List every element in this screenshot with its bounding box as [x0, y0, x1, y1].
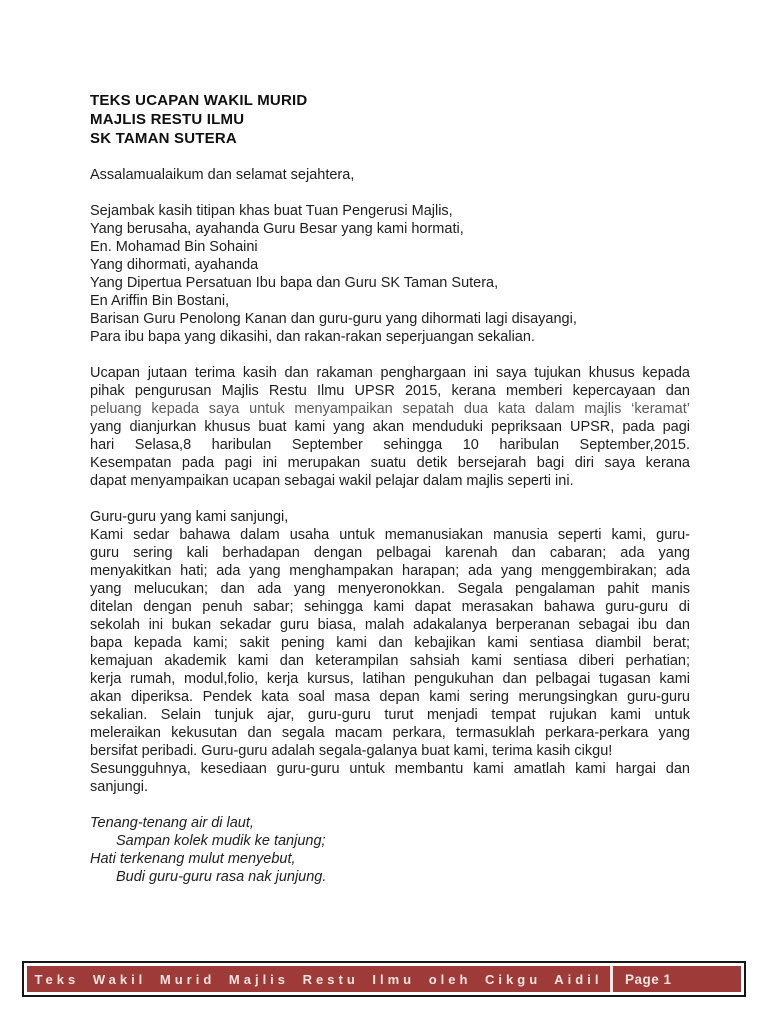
paragraph-acknowledgement — [90, 364, 690, 490]
paragraph-line: ditelan dengan penuh sabar; sehingga kami dapat merasakan bahawa guru-guru di — [90, 599, 690, 615]
paragraph-line: sekalian. Selain tunjuk ajar, guru-guru turut menjadi tempat rujukan kami untuk — [90, 707, 690, 723]
document-title-line: SK TAMAN SUTERA — [90, 130, 237, 147]
paragraph-line: bersifat peribadi. Guru-guru adalah segala-galanya buat kami, terima kasih cikgu! — [90, 743, 613, 759]
paragraph-line: guru sering kali berhadapan dengan pelbagai karenah dan cabaran; ada yang — [90, 545, 690, 561]
salutation-line: Barisan Guru Penolong Kanan dan guru-guru yang dihormati lagi disayangi, — [90, 311, 577, 327]
paragraph-line: Sesungguhnya, kesediaan guru-guru untuk membantu kami amatlah kami hargai dan — [90, 761, 690, 777]
salutation-line: Sejambak kasih titipan khas buat Tuan Pengerusi Majlis, — [90, 203, 453, 219]
paragraph-line: yang melucukan; dan ada yang menyeronokkan. Segala pengalaman pahit manis — [90, 581, 690, 597]
paragraph-line: Kami sedar bahawa dalam usaha untuk memanusiakan manusia seperti kami, guru- — [90, 527, 690, 543]
paragraph-line: kerja rumah, modul,folio, kerja kursus, latihan pengukuhan dan pelbagai tugasan kami — [90, 671, 690, 687]
paragraph-line: Kesempatan pada pagi ini merupakan suatu detik bersejarah bagi diri saya kerana — [90, 455, 690, 471]
pantun-line: Tenang-tenang air di laut, — [90, 815, 254, 831]
pantun-line: Budi guru-guru rasa nak junjung. — [116, 869, 327, 885]
salutation-line: En Ariffin Bin Bostani, — [90, 293, 230, 309]
paragraph-line: Guru-guru yang kami sanjungi, — [90, 509, 289, 525]
pantun-poem — [90, 814, 690, 886]
salutation-line: Yang berusaha, ayahanda Guru Besar yang kami hormati, — [90, 221, 464, 237]
footer-page-number: Page 1 — [625, 971, 672, 987]
footer-inner-strip — [27, 966, 741, 992]
paragraph-line: akan diperiksa. Pendek kata soal masa depan kami sering merungsingkan guru-guru — [90, 689, 690, 705]
pantun-line: Sampan kolek mudik ke tanjung; — [116, 833, 326, 849]
paragraph-teachers-tribute — [90, 508, 690, 760]
document-title-line: MAJLIS RESTU ILMU — [90, 111, 245, 128]
document-title-line: TEKS UCAPAN WAKIL MURID — [90, 92, 308, 109]
document-content — [90, 91, 690, 904]
paragraph-line: menyakitkan hati; ada yang menghampakan harapan; ada yang menggembirakan; ada — [90, 563, 690, 579]
salutation-block — [90, 202, 690, 346]
greeting-line: Assalamualaikum dan selamat sejahtera, — [90, 167, 355, 183]
salutation-line: En. Mohamad Bin Sohaini — [90, 239, 258, 255]
paragraph-line: kemajuan akademik kami dan keterampilan sahsiah kami sentiasa diberi perhatian; — [90, 653, 690, 669]
salutation-line: Yang dihormati, ayahanda — [90, 257, 259, 273]
document-title — [90, 91, 690, 148]
paragraph-line: hari Selasa,8 haribulan September sehingga 10 haribulan September,2015. — [90, 437, 690, 453]
paragraph-closing — [90, 760, 690, 796]
salutation-line: Yang Dipertua Persatuan Ibu bapa dan Guru SK Taman Sutera, — [90, 275, 499, 291]
pantun-line: Hati terkenang mulut menyebut, — [90, 851, 296, 867]
paragraph-line: yang dianjurkan khusus buat kami yang akan menduduki pepriksaan UPSR, pada pagi — [90, 419, 690, 435]
footer-title: Teks Wakil Murid Majlis Restu Ilmu oleh Cikgu Aidil — [34, 971, 603, 987]
paragraph-line: meleraikan kekusutan dan segala macam perkara, termasuklah perkara-perkara yang — [90, 725, 690, 741]
paragraph-line: pihak pengurusan Majlis Restu Ilmu UPSR 2015, kerana memberi kepercayaan dan — [90, 383, 690, 399]
paragraph-line: Ucapan jutaan terima kasih dan rakaman penghargaan ini saya tujukan khusus kepada — [90, 365, 690, 381]
salutation-line: Para ibu bapa yang dikasihi, dan rakan-rakan seperjuangan sekalian. — [90, 329, 535, 345]
footer-bar — [22, 961, 746, 997]
paragraph-line: dapat menyampaikan ucapan sebagai wakil pelajar dalam majlis seperti ini. — [90, 473, 574, 489]
paragraph-line: bapa kepada kami; sakit pening kami dan kebajikan kami sentiasa diambil berat; — [90, 635, 690, 651]
paragraph-line: sanjungi. — [90, 779, 149, 795]
paragraph-line: peluang kepada saya untuk menyampaikan sepatah dua kata dalam majlis ‘keramat’ — [90, 401, 690, 417]
paragraph-line: sekolah ini bukan sekadar guru biasa, malah adakalanya berperanan sebagai ibu dan — [90, 617, 690, 633]
